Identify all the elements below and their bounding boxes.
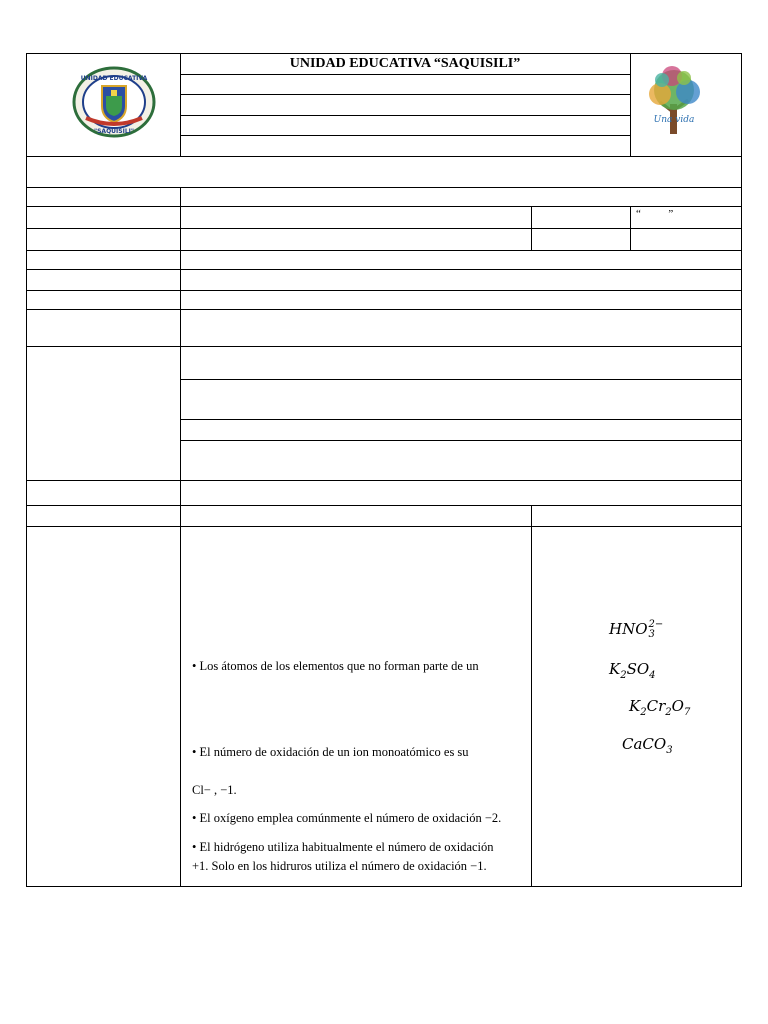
formula-potassium-sulfate: $K_2SO_4$ bbox=[609, 660, 656, 681]
bullet-chloride: Cl− , −1. bbox=[192, 783, 237, 797]
bullet-hydrogen-cont: +1. Solo en los hidruros utiliza el número de oxidación −1. bbox=[192, 859, 487, 873]
sub-row-line bbox=[180, 379, 742, 380]
bullet-atoms: • Los átomos de los elementos que no forman parte de un bbox=[192, 659, 479, 673]
column-divider-left bbox=[180, 187, 181, 887]
school-name: UNIDAD EDUCATIVA “SAQUISILI” bbox=[289, 56, 521, 71]
formula-calcium-carbonate: CaCO$_3$ bbox=[622, 735, 673, 756]
row-line bbox=[26, 187, 742, 188]
row-line bbox=[26, 290, 742, 291]
row-line bbox=[26, 228, 742, 229]
row-line bbox=[26, 526, 742, 527]
formula-potassium-dichromate: $K_2Cr_2O_7$ bbox=[629, 697, 691, 718]
row-line bbox=[26, 480, 742, 481]
header-row-line bbox=[180, 74, 630, 75]
crest-text-top: UNIDAD EDUCATIVA bbox=[80, 75, 148, 82]
column-divider-right bbox=[630, 206, 631, 250]
tree-logo-text: Una vida bbox=[653, 115, 695, 125]
bullet-oxygen: • El oxígeno emplea comúnmente el número de oxidación −2. bbox=[192, 811, 502, 825]
header-bottom-line bbox=[26, 156, 742, 157]
bullet-hydrogen: • El hidrógeno utiliza habitualmente el número de oxidación bbox=[192, 840, 494, 854]
school-crest-logo bbox=[72, 66, 156, 143]
sub-row-line bbox=[180, 440, 742, 441]
sub-row-line bbox=[180, 419, 742, 420]
tree-logo bbox=[644, 62, 704, 143]
row-line bbox=[26, 505, 742, 506]
row-line bbox=[26, 250, 742, 251]
row-line bbox=[26, 346, 742, 347]
column-divider-content bbox=[531, 505, 532, 887]
row-line bbox=[26, 206, 742, 207]
row-line bbox=[26, 269, 742, 270]
header-row-line bbox=[180, 135, 630, 136]
column-divider-mid bbox=[531, 206, 532, 250]
row-line bbox=[26, 309, 742, 310]
formula-nitric: HNO 2− 3 bbox=[609, 619, 664, 640]
header-divider-right bbox=[630, 53, 631, 156]
bullet-ion: • El número de oxidación de un ion monoatómico es su bbox=[192, 745, 469, 759]
header-row-line bbox=[180, 115, 630, 116]
quote-marks: “ ” bbox=[636, 208, 674, 220]
crest-text-bottom: "SAQUISILI" bbox=[93, 128, 135, 135]
header-row-line bbox=[180, 94, 630, 95]
